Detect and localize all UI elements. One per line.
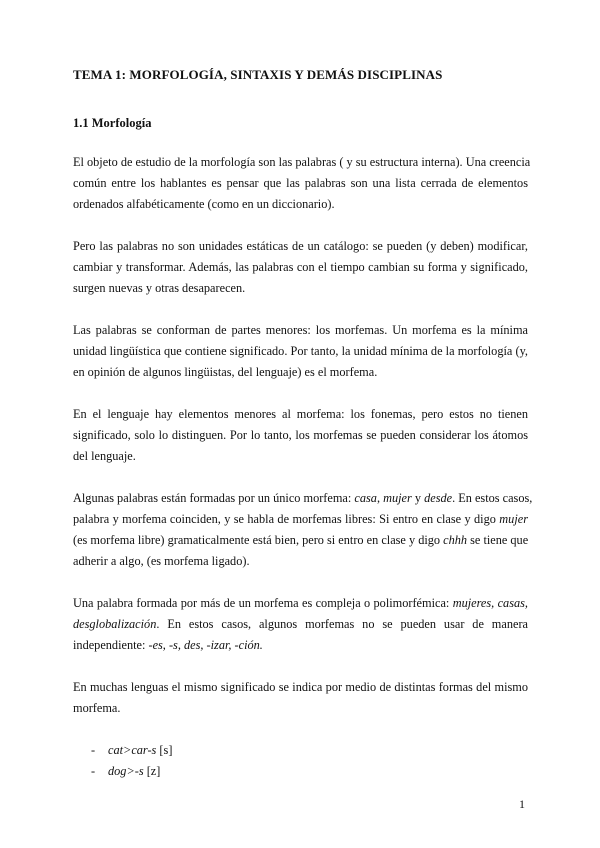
phonetic-value: [s]	[156, 743, 173, 757]
paragraph-line	[73, 530, 528, 551]
paragraph-5	[73, 488, 533, 572]
paragraph-1	[73, 152, 531, 215]
example-morphemes: -es, -s, des, -izar, -ción.	[148, 638, 263, 652]
paragraph-line: El objeto de estudio de la morfología son las palabras ( y su estructura interna). Una creencia	[73, 155, 531, 169]
paragraph-line: adherir a algo, (es morfema ligado).	[73, 554, 250, 568]
paragraph-line: en opinión de algunos lingüistas, del lenguaje) es el morfema.	[73, 365, 378, 379]
list-bullet: -	[91, 743, 96, 757]
list-item	[91, 761, 172, 782]
text-run: Algunas palabras están formadas por un único morfema:	[73, 491, 355, 505]
list-item	[91, 740, 172, 761]
example-word: casa	[354, 491, 377, 505]
paragraph-4	[73, 404, 528, 467]
paragraph-line: significado, solo lo distinguen. Por lo tanto, los morfemas se pueden considerar los átomos	[73, 428, 528, 442]
paragraph-2	[73, 236, 528, 299]
example-word: dog>-s	[108, 764, 144, 778]
example-word: mujer	[383, 491, 412, 505]
text-run: palabra y morfema coinciden, y se habla de morfemas libres: Si entro en clase y digo	[73, 512, 500, 526]
text-run: . En estos casos, algunos morfemas no se pueden usar de manera	[156, 617, 528, 631]
paragraph-line	[73, 509, 528, 530]
text-run: (es morfema libre) gramaticalmente está bien, pero si entro en clase y digo	[73, 533, 444, 547]
paragraph-line: Pero las palabras no son unidades estáticas de un catálogo: se pueden (y deben) modificar,	[73, 239, 528, 253]
phonetic-value: [z]	[143, 764, 161, 778]
paragraph-line: surgen nuevas y otras desaparecen.	[73, 281, 246, 295]
paragraph-line	[73, 488, 533, 509]
paragraph-line	[73, 593, 528, 614]
document-title: TEMA 1: MORFOLOGÍA, SINTAXIS Y DEMÁS DISCIPLINAS	[73, 67, 443, 82]
paragraph-line: En el lenguaje hay elementos menores al morfema: los fonemas, pero estos no tienen	[73, 407, 528, 421]
paragraph-line: ordenados alfabéticamente (como en un diccionario).	[73, 197, 335, 211]
paragraph-line: unidad lingüística que contiene significado. Por tanto, la unidad mínima de la morfología (y,	[73, 344, 528, 358]
paragraph-line: común entre los hablantes es pensar que las palabras son una lista cerrada de elementos	[73, 176, 528, 190]
page-number: 1	[519, 797, 525, 811]
text-run: Una palabra formada por más de un morfema es compleja o polimorfémica:	[73, 596, 453, 610]
text-run: ,	[376, 491, 384, 505]
example-word: mujer	[499, 512, 528, 526]
paragraph-3	[73, 320, 528, 383]
section-title: 1.1 Morfología	[73, 116, 152, 130]
paragraph-line	[73, 635, 528, 656]
paragraph-line: cambiar y transformar. Además, las palabras con el tiempo cambian su forma y significado,	[73, 260, 528, 274]
text-run: y	[411, 491, 425, 505]
paragraph-line: morfema.	[73, 701, 121, 715]
paragraph-line: del lenguaje.	[73, 449, 136, 463]
paragraph-line: Las palabras se conforman de partes menores: los morfemas. Un morfema es la mínima	[73, 323, 528, 337]
example-list	[91, 740, 172, 782]
paragraph-6	[73, 593, 528, 656]
text-run: . En estos casos,	[452, 491, 533, 505]
example-word: cat>car-s	[108, 743, 157, 757]
paragraph-line	[73, 614, 528, 635]
paragraph-line: En muchas lenguas el mismo significado se indica por medio de distintas formas del mismo	[73, 680, 528, 694]
paragraph-7	[73, 677, 528, 719]
text-run: independiente:	[73, 638, 149, 652]
text-run: se tiene que	[467, 533, 529, 547]
list-bullet: -	[91, 764, 96, 778]
example-word: desde	[424, 491, 453, 505]
example-word: desglobalización	[73, 617, 157, 631]
example-word: chhh	[443, 533, 468, 547]
example-words: mujeres, casas,	[452, 596, 528, 610]
